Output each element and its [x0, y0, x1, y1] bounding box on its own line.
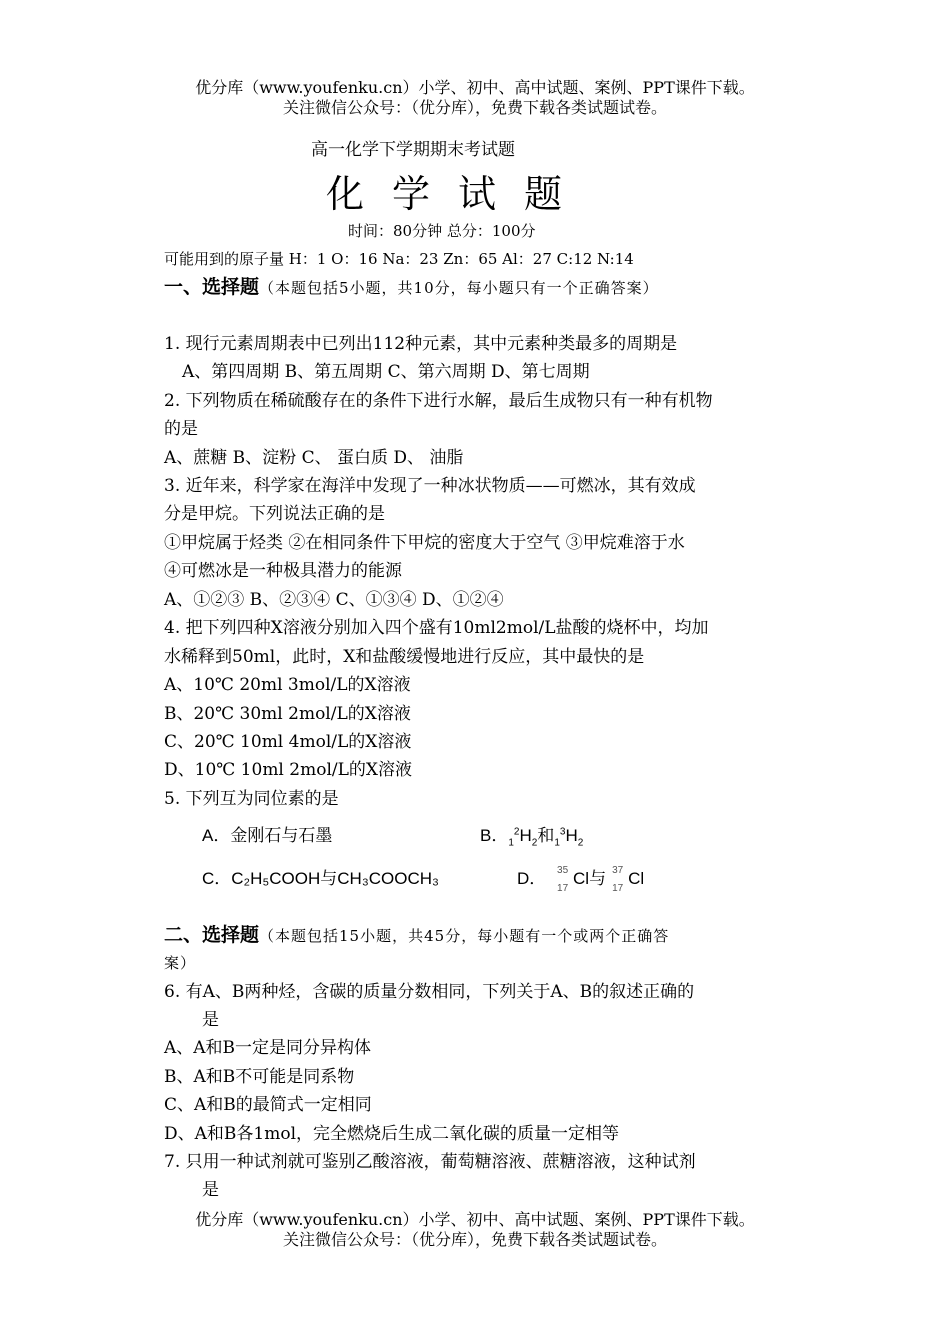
q5-h-isotope-b-mass: 3 — [559, 826, 566, 838]
exam-subtitle: 高一化学下学期期末考试题 — [311, 140, 515, 160]
q6-option-b: B、A和B不可能是同系物 — [164, 1067, 355, 1087]
section-2-header — [164, 924, 669, 947]
section-2-note-line2: 案） — [164, 954, 197, 972]
q5-cl35-mass: 35 — [557, 865, 569, 876]
section-2-heading: 二、选择题 — [164, 924, 260, 946]
section-1-header — [164, 276, 659, 299]
section-1-note: （本题包括5小题，共10分，每小题只有一个正确答案） — [259, 279, 659, 297]
q3-statement-line1: ①甲烷属于烃类 ②在相同条件下甲烷的密度大于空气 ③甲烷难溶于水 — [164, 533, 685, 553]
q3-statement-line2: ④可燃冰是一种极具潜力的能源 — [164, 561, 402, 581]
q5-h-subscript-b: 2 — [577, 837, 584, 849]
q5-cl35 — [557, 865, 590, 894]
footer-line-2: 关注微信公众号：（优分库），免费下载各类试题试卷。 — [282, 1230, 667, 1249]
q6-stem-line1: 6. 有A、B两种烃，含碳的质量分数相同，下列关于A、B的叙述正确的 — [164, 982, 695, 1002]
q5-h-isotope-a-number: 1 — [508, 837, 514, 849]
atomic-mass-line: 可能用到的原子量 H：1 O：16 Na：23 Zn：65 Al：27 C:12 N:14 — [164, 250, 634, 268]
header-line-1: 优分库（www.youfenku.cn）小学、初中、高中试题、案例、PPT课件下载。 — [195, 78, 755, 97]
q5-h-isotope-b-number: 1 — [554, 837, 560, 849]
q5-option-d-and: 与 — [589, 869, 607, 888]
q5-cl37-symbol: Cl — [628, 869, 645, 888]
q4-option-c: C、20℃ 10ml 4mol/L的X溶液 — [164, 732, 412, 752]
q5-option-b-label: B． — [480, 826, 509, 845]
q3-stem-line1: 3. 近年来，科学家在海洋中发现了一种冰状物质——可燃冰，其有效成 — [164, 476, 696, 496]
q5-option-b-and: 和 — [537, 826, 555, 845]
q6-option-a: A、A和B一定是同分异构体 — [164, 1038, 372, 1058]
q4-option-b: B、20℃ 30ml 2mol/L的X溶液 — [164, 704, 411, 724]
q6-option-c: C、A和B的最简式一定相同 — [164, 1095, 372, 1115]
q3-stem-line2: 分是甲烷。下列说法正确的是 — [164, 504, 385, 524]
q5-h-isotope-a-mass: 2 — [513, 826, 520, 838]
q5-option-b — [480, 821, 583, 848]
q6-stem-line2: 是 — [202, 1010, 219, 1030]
q1-stem: 1. 现行元素周期表中已列出112种元素，其中元素种类最多的周期是 — [164, 334, 678, 354]
q5-h-subscript-a: 2 — [531, 837, 538, 849]
exam-time-info: 时间：80分钟 总分：100分 — [348, 222, 536, 240]
q5-cl37-atomic-number: 17 — [612, 883, 624, 894]
header-line-2: 关注微信公众号：（优分库），免费下载各类试题试卷。 — [282, 98, 667, 117]
q5-option-d-label: D． — [517, 869, 547, 888]
q5-option-d — [517, 864, 645, 894]
q7-stem-line2: 是 — [202, 1180, 219, 1200]
q2-options: A、蔗糖 B、淀粉 C、 蛋白质 D、 油脂 — [164, 448, 464, 468]
q6-option-d: D、A和B各1mol，完全燃烧后生成二氧化碳的质量一定相等 — [164, 1124, 620, 1144]
q5-h-symbol-a: H — [519, 826, 532, 845]
q5-h-symbol-b: H — [565, 826, 578, 845]
q7-stem-line1: 7. 只用一种试剂就可鉴别乙酸溶液，葡萄糖溶液、蔗糖溶液，这种试剂 — [164, 1152, 696, 1172]
q1-options: A、第四周期 B、第五周期 C、第六周期 D、第七周期 — [182, 362, 590, 382]
q5-cl35-atomic-number: 17 — [557, 883, 569, 894]
q2-stem-line1: 2. 下列物质在稀硫酸存在的条件下进行水解，最后生成物只有一种有机物 — [164, 391, 713, 411]
section-2-note-line1: （本题包括15小题，共45分，每小题有一个或两个正确答 — [259, 927, 670, 945]
q5-cl35-symbol: Cl — [573, 869, 590, 888]
q5-cl37-mass: 37 — [612, 865, 624, 876]
footer-line-1: 优分库（www.youfenku.cn）小学、初中、高中试题、案例、PPT课件下载。 — [195, 1210, 755, 1229]
q4-stem-line1: 4. 把下列四种X溶液分别加入四个盛有10ml2mol/L盐酸的烧杯中，均加 — [164, 618, 709, 638]
exam-title: 化学试题 — [326, 172, 591, 216]
section-1-heading: 一、选择题 — [164, 276, 260, 298]
q5-cl37 — [612, 865, 645, 894]
q4-option-a: A、10℃ 20ml 3mol/L的X溶液 — [164, 675, 411, 695]
q5-option-c: C．C₂H₅COOH与CH₃COOCH₃ — [202, 869, 439, 888]
q4-option-d: D、10℃ 10ml 2mol/L的X溶液 — [164, 760, 413, 780]
q5-option-a: A．金刚石与石墨 — [202, 826, 333, 845]
q5-stem: 5. 下列互为同位素的是 — [164, 789, 339, 809]
q3-options: A、①②③ B、②③④ C、①③④ D、①②④ — [164, 590, 504, 610]
q2-stem-line2: 的是 — [164, 419, 198, 439]
q4-stem-line2: 水稀释到50ml，此时，X和盐酸缓慢地进行反应，其中最快的是 — [164, 647, 645, 667]
